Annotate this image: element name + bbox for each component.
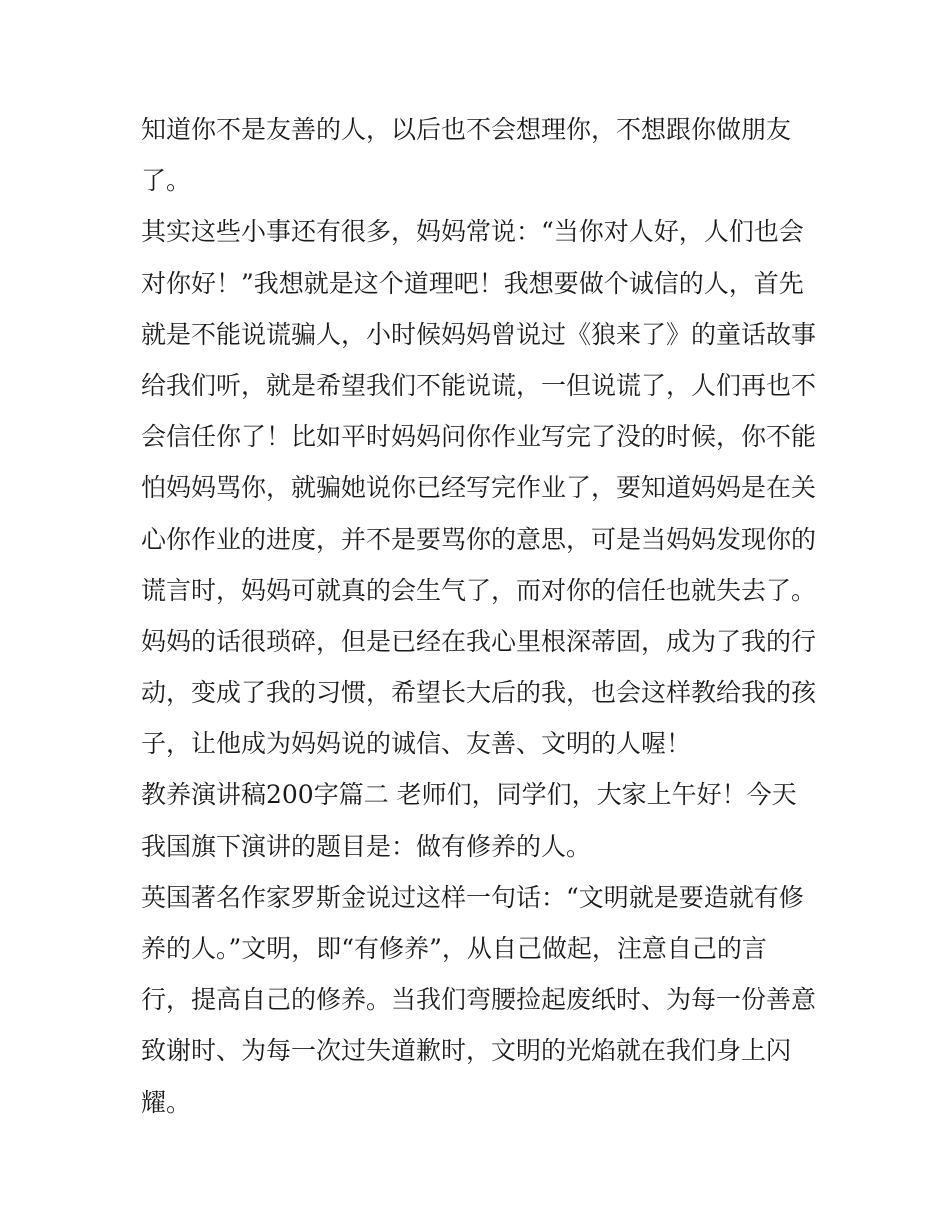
text-line: 给我们听，就是希望我们不能说谎，一但说谎了，人们再也不 [141,370,817,400]
text-line: 了。 [141,166,192,196]
text-line: 妈妈的话很琐碎，但是已经在我心里根深蒂固，成为了我的行 [141,626,817,656]
text-line: 怕妈妈骂你，就骗她说你已经写完作业了，要知道妈妈是在关 [141,473,817,503]
text-line: 动，变成了我的习惯，希望长大后的我，也会这样教给我的孩 [141,678,817,708]
text-line: 耀。 [141,1087,192,1117]
text-line: 谎言时，妈妈可就真的会生气了，而对你的信任也就失去了。 [141,575,817,605]
text-line: 教养演讲稿200字篇二 老师们，同学们，大家上午好！今天 [141,780,797,810]
text-line: 知道你不是友善的人，以后也不会想理你，不想跟你做朋友 [141,115,792,144]
body-text [141,104,821,1128]
text-line: 养的人。”文明，即“有修养”，从自己做起，注意自己的言 [141,934,767,963]
text-line: 英国著名作家罗斯金说过这样一句话：“文明就是要造就有修 [141,882,804,912]
text-line: 对你好！”我想就是这个道理吧！我想要做个诚信的人，首先 [141,268,804,298]
text-line: 会信任你了！比如平时妈妈问你作业写完了没的时候，你不能 [141,422,817,452]
text-line: 行，提高自己的修养。当我们弯腰捡起废纸时、为每一份善意 [141,985,817,1015]
text-line: 致谢时、为每一次过失道歉时，文明的光焰就在我们身上闪 [141,1036,792,1066]
text-line: 就是不能说谎骗人，小时候妈妈曾说过《狼来了》的童话故事 [141,319,817,349]
text-line: 子，让他成为妈妈说的诚信、友善、文明的人喔！ [141,729,692,759]
text-line: 心你作业的进度，并不是要骂你的意思，可是当妈妈发现你的 [141,524,817,554]
text-line: 我国旗下演讲的题目是：做有修养的人。 [141,831,592,861]
text-line: 其实这些小事还有很多，妈妈常说：“当你对人好，人们也会 [141,217,804,247]
